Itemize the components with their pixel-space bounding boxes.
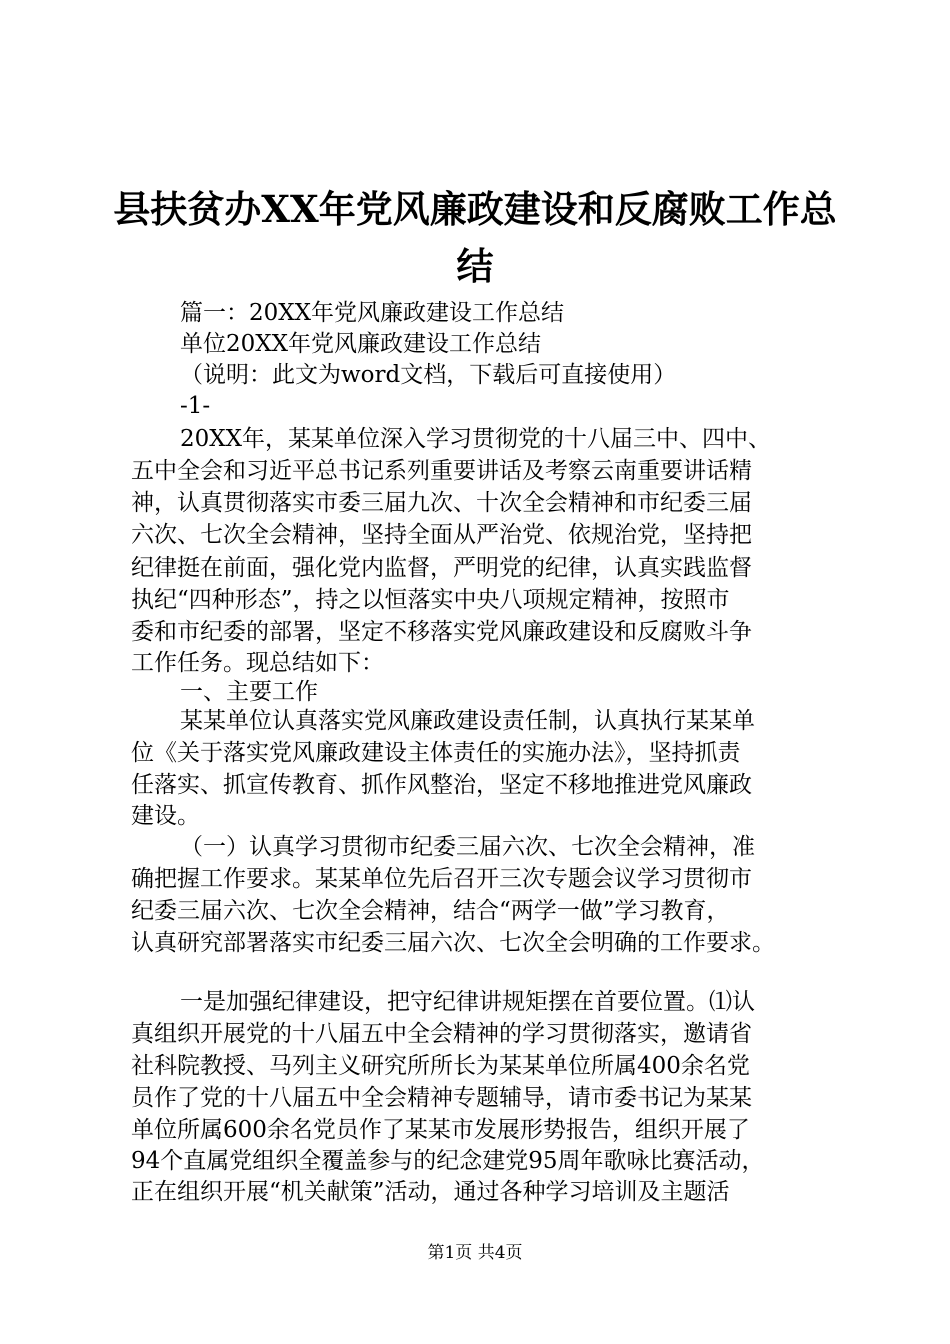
page-footer: 第1页 共4页 — [427, 1243, 523, 1263]
paragraph-line: 单位所属600余名党员作了某某市发展形势报告，组织开展了 — [131, 1117, 750, 1143]
paragraph-line: 真组织开展党的十八届五中全会精神的学习贯彻落实，邀请省 — [131, 1021, 752, 1047]
note-text: （说明：此文为word文档，下载后可直接使用） — [180, 362, 677, 388]
paragraph-line: 员作了党的十八届五中全会精神专题辅导，请市委书记为某某 — [131, 1085, 752, 1111]
subtitle: 单位20XX年党风廉政建设工作总结 — [180, 331, 542, 357]
paragraph-line: 任落实、抓宣传教育、抓作风整治，坚定不移地推进党风廉政 — [131, 772, 752, 798]
document-title-line-1: 县扶贫办XX年党风廉政建设和反腐败工作总 — [113, 187, 837, 231]
paragraph-line: （一）认真学习贯彻市纪委三届六次、七次全会精神，准 — [180, 834, 755, 860]
section-heading-main-work: 一、主要工作 — [180, 679, 318, 705]
paragraph-line: 五中全会和习近平总书记系列重要讲话及考察云南重要讲话精 — [131, 458, 752, 484]
paragraph-line: 94个直属党组织全覆盖参与的纪念建党95周年歌咏比赛活动， — [131, 1148, 765, 1174]
paragraph-line: 一是加强纪律建设，把守纪律讲规矩摆在首要位置。⑴认 — [180, 989, 755, 1015]
paragraph-line: 认真研究部署落实市纪委三届六次、七次全会明确的工作要求。 — [131, 930, 775, 956]
paragraph-line: 纪委三届六次、七次全会精神，结合“两学一做”学习教育， — [131, 898, 730, 924]
paragraph-line: 工作任务。现总结如下： — [131, 650, 384, 676]
paragraph-line: 六次、七次全会精神，坚持全面从严治党、依规治党，坚持把 — [131, 522, 752, 548]
paragraph-line: 执纪“四种形态”，持之以恒落实中央八项规定精神，按照市 — [131, 587, 730, 613]
paragraph-line: 神，认真贯彻落实市委三届九次、十次全会精神和市纪委三届 — [131, 490, 752, 516]
paragraph-line: 某某单位认真落实党风廉政建设责任制，认真执行某某单 — [180, 708, 755, 734]
paragraph-line: 正在组织开展“机关献策”活动，通过各种学习培训及主题活 — [131, 1179, 730, 1205]
paragraph-line: 建设。 — [131, 803, 200, 829]
paragraph-line: 纪律挺在前面，强化党内监督，严明党的纪律，认真实践监督 — [131, 555, 752, 581]
paragraph-line: 社科院教授、马列主义研究所所长为某某单位所属400余名党 — [131, 1053, 750, 1079]
page-marker: -1- — [180, 393, 211, 419]
paragraph-line: 确把握工作要求。某某单位先后召开三次专题会议学习贯彻市 — [131, 866, 752, 892]
paragraph-line: 委和市纪委的部署，坚定不移落实党风廉政建设和反腐败斗争 — [131, 619, 752, 645]
paragraph-line: 20XX年，某某单位深入学习贯彻党的十八届三中、四中、 — [180, 426, 772, 452]
paragraph-line: 位《关于落实党风廉政建设主体责任的实施办法》，坚持抓责 — [131, 740, 741, 766]
document-title-line-2: 结 — [456, 244, 494, 288]
section-heading-1: 篇一：20XX年党风廉政建设工作总结 — [180, 300, 565, 326]
